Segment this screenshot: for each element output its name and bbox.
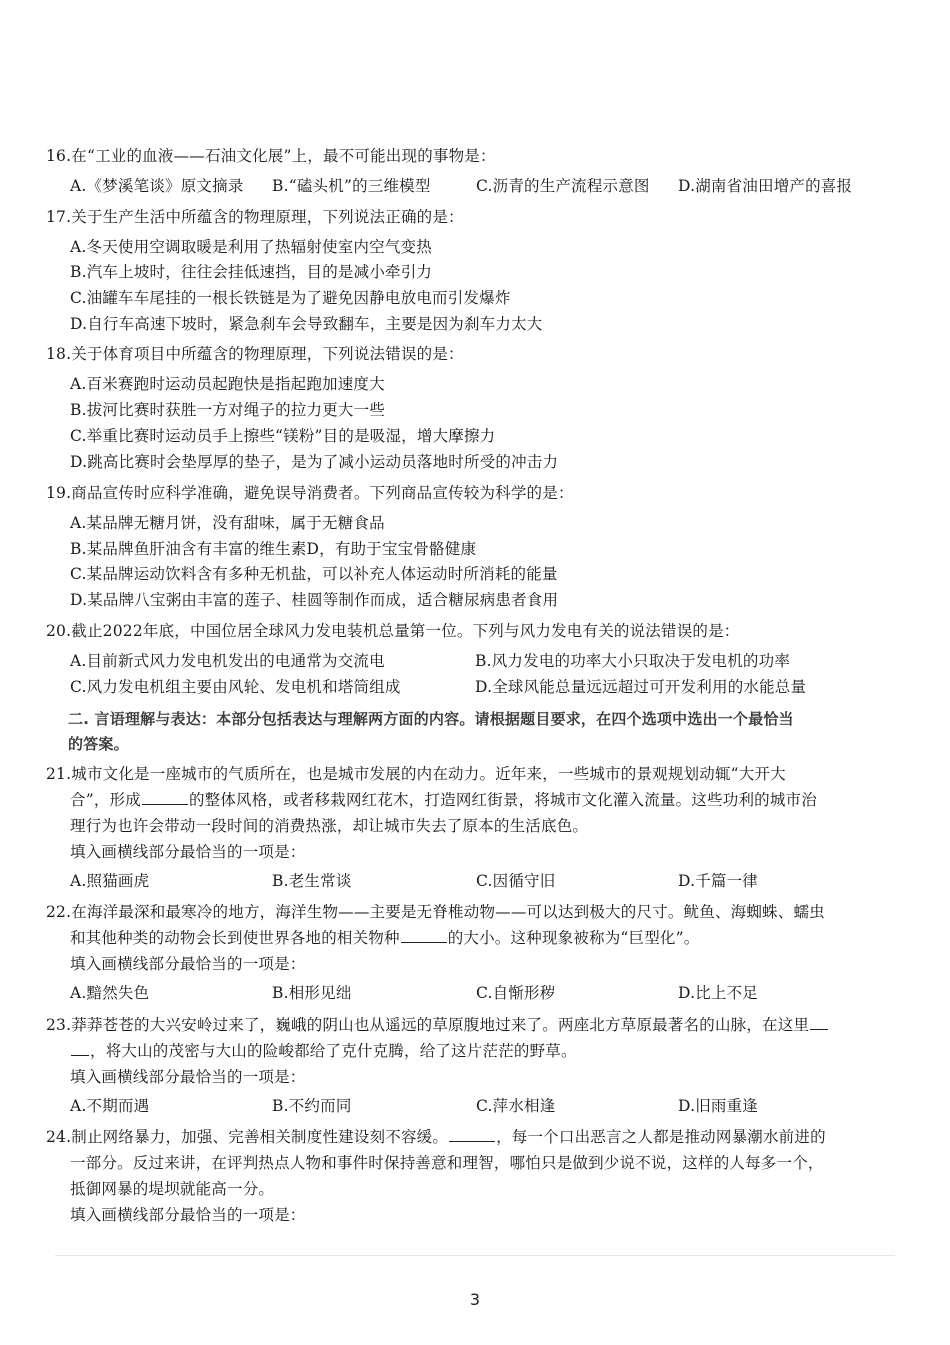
question-21-line3: 理行为也许会带动一段时间的消费热涨，却让城市失去了原本的生活底色。 bbox=[70, 817, 589, 835]
question-23-line2 bbox=[70, 1040, 577, 1062]
question-22-line2 bbox=[70, 927, 699, 949]
question-22-option-c: C.自惭形秽 bbox=[476, 984, 556, 1002]
question-20-option-b: B.风力发电的功率大小只取决于发电机的功率 bbox=[475, 652, 791, 670]
question-21-line2-after: 的整体风格，或者移栽网红花木，打造网红街景，将城市文化灌入流量。这些功利的城市治 bbox=[188, 791, 817, 809]
question-24-line2: 一部分。反过来讲，在评判热点人物和事件时保持善意和理智，哪怕只是做到少说不说，这样的人每多一个， bbox=[70, 1154, 824, 1172]
question-24-line1 bbox=[46, 1126, 826, 1148]
question-22-line2-after: 的大小。这种现象被称为“巨型化”。 bbox=[447, 929, 700, 947]
question-23-option-d: D.旧雨重逢 bbox=[678, 1097, 759, 1115]
question-16-option-c: C.沥青的生产流程示意图 bbox=[476, 177, 650, 195]
question-24-line1-before: 24.制止网络暴力，加强、完善相关制度性建设刻不容缓。 bbox=[46, 1128, 449, 1146]
question-23-option-c: C.萍水相逢 bbox=[476, 1097, 556, 1115]
question-20-option-a: A.目前新式风力发电机发出的电通常为交流电 bbox=[70, 652, 385, 670]
question-17-stem: 17.关于生产生活中所蕴含的物理原理，下列说法正确的是： bbox=[46, 208, 464, 226]
question-20-option-c: C.风力发电机组主要由风轮、发电机和塔筒组成 bbox=[70, 678, 401, 696]
question-23-line1-text: 23.莽莽苍苍的大兴安岭过来了，巍峨的阴山也从遥远的草原腹地过来了。两座北方草原最著名的山脉，在这里 bbox=[46, 1016, 810, 1034]
question-17-option-c: C.油罐车车尾挂的一根长铁链是为了避免因静电放电而引发爆炸 bbox=[70, 289, 511, 307]
question-19-option-a: A.某品牌无糖月饼，没有甜味，属于无糖食品 bbox=[70, 514, 385, 532]
question-21-line1: 21.城市文化是一座城市的气质所在，也是城市发展的内在动力。近年来，一些城市的景观规划动辄“大开大 bbox=[46, 765, 786, 783]
section-2-heading-line1: 二. 言语理解与表达：本部分包括表达与理解两方面的内容。请根据题目要求，在四个选项中选出一个最恰当 bbox=[68, 710, 794, 728]
question-19-option-d: D.某品牌八宝粥由丰富的莲子、桂圆等制作而成，适合糖尿病患者食用 bbox=[70, 591, 559, 609]
question-24-line1-after: ，每一个口出恶言之人都是推动网暴潮水前进的 bbox=[496, 1128, 826, 1146]
question-18-option-b: B.拔河比赛时获胜一方对绳子的拉力更大一些 bbox=[70, 401, 386, 419]
question-23-line2-text: ，将大山的茂密与大山的险峻都给了克什克腾，给了这片茫茫的野草。 bbox=[90, 1042, 577, 1060]
question-23-prompt: 填入画横线部分最恰当的一项是： bbox=[70, 1068, 306, 1086]
question-16-option-b: B.“磕头机”的三维模型 bbox=[272, 177, 431, 195]
question-18-option-d: D.跳高比赛时会垫厚厚的垫子，是为了减小运动员落地时所受的冲击力 bbox=[70, 453, 559, 471]
question-17-option-d: D.自行车高速下坡时，紧急刹车会导致翻车，主要是因为刹车力太大 bbox=[70, 315, 543, 333]
fill-blank bbox=[810, 1014, 828, 1030]
question-21-option-b: B.老生常谈 bbox=[272, 872, 352, 890]
fill-blank bbox=[401, 927, 447, 943]
question-21-option-c: C.因循守旧 bbox=[476, 872, 556, 890]
question-21-option-a: A.照猫画虎 bbox=[70, 872, 150, 890]
question-22-prompt: 填入画横线部分最恰当的一项是： bbox=[70, 955, 306, 973]
question-22-line2-before: 和其他种类的动物会长到使世界各地的相关物种 bbox=[70, 929, 400, 947]
question-21-line2 bbox=[70, 789, 817, 811]
question-24-prompt: 填入画横线部分最恰当的一项是： bbox=[70, 1206, 306, 1224]
question-18-stem: 18.关于体育项目中所蕴含的物理原理，下列说法错误的是： bbox=[46, 345, 464, 363]
question-20-option-d: D.全球风能总量远远超过可开发利用的水能总量 bbox=[475, 678, 807, 696]
question-16-stem: 16.在“工业的血液——石油文化展”上，最不可能出现的事物是： bbox=[46, 147, 496, 165]
fill-blank bbox=[449, 1126, 495, 1142]
question-23-option-b: B.不约而同 bbox=[272, 1097, 352, 1115]
page-number: 3 bbox=[469, 1290, 481, 1309]
fill-blank bbox=[71, 1040, 89, 1056]
question-19-option-c: C.某品牌运动饮料含有多种无机盐，可以补充人体运动时所消耗的能量 bbox=[70, 565, 558, 583]
question-19-option-b: B.某品牌鱼肝油含有丰富的维生素D，有助于宝宝骨骼健康 bbox=[70, 540, 477, 558]
question-20-stem: 20.截止2022年底，中国位居全球风力发电装机总量第一位。下列与风力发电有关的说法错误的是： bbox=[46, 622, 740, 640]
question-23-option-a: A.不期而遇 bbox=[70, 1097, 150, 1115]
fill-blank bbox=[142, 789, 188, 805]
question-19-stem: 19.商品宣传时应科学准确，避免误导消费者。下列商品宣传较为科学的是： bbox=[46, 484, 574, 502]
question-22-option-a: A.黯然失色 bbox=[70, 984, 150, 1002]
question-16-option-d: D.湖南省油田增产的喜报 bbox=[678, 177, 853, 195]
section-2-heading-line2: 的答案。 bbox=[68, 735, 129, 753]
question-22-line1: 22.在海洋最深和最寒冷的地方，海洋生物——主要是无脊椎动物——可以达到极大的尺寸。鱿鱼、海蜘蛛、蠕虫 bbox=[46, 903, 825, 921]
question-18-option-a: A.百米赛跑时运动员起跑快是指起跑加速度大 bbox=[70, 375, 385, 393]
question-21-prompt: 填入画横线部分最恰当的一项是： bbox=[70, 843, 306, 861]
question-17-option-b: B.汽车上坡时，往往会挂低速挡，目的是减小牵引力 bbox=[70, 263, 433, 281]
question-23-line1 bbox=[46, 1014, 829, 1036]
question-16-option-a: A.《梦溪笔谈》原文摘录 bbox=[70, 177, 244, 195]
question-21-line2-before: 合”，形成 bbox=[70, 791, 141, 809]
question-18-option-c: C.举重比赛时运动员手上擦些“镁粉”目的是吸湿，增大摩擦力 bbox=[70, 427, 496, 445]
footer-divider bbox=[55, 1255, 895, 1256]
question-24-line3: 抵御网暴的堤坝就能高一分。 bbox=[70, 1180, 275, 1198]
question-22-option-d: D.比上不足 bbox=[678, 984, 759, 1002]
question-17-option-a: A.冬天使用空调取暖是利用了热辐射使室内空气变热 bbox=[70, 238, 432, 256]
question-21-option-d: D.千篇一律 bbox=[678, 872, 759, 890]
question-22-option-b: B.相形见绌 bbox=[272, 984, 352, 1002]
